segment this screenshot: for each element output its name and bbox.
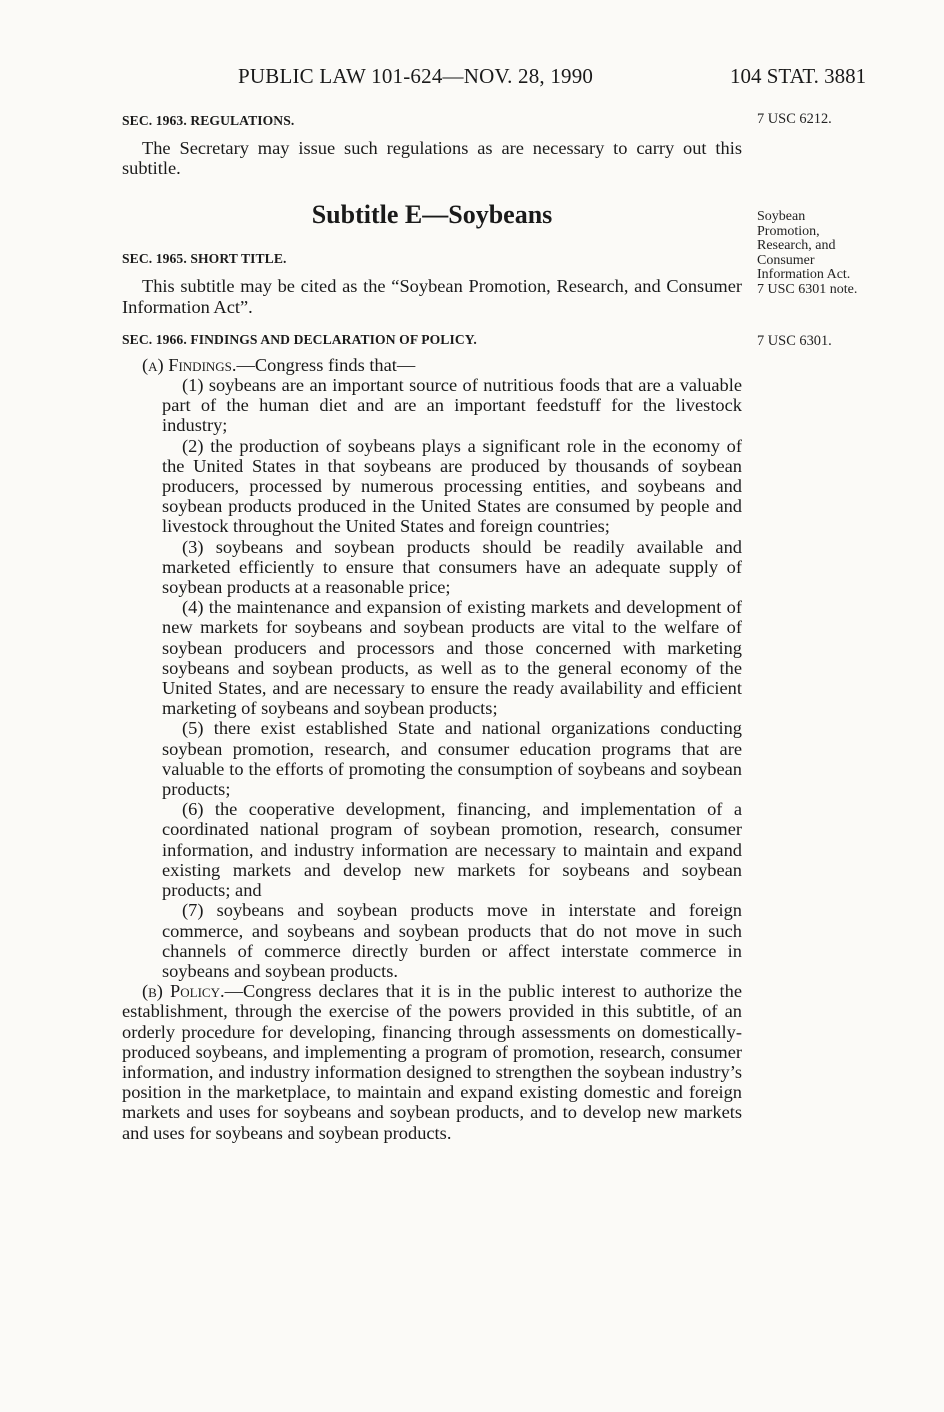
running-header-stat-page: 104 STAT. 3881 <box>730 64 867 88</box>
margin-note-sec1966: 7 USC 6301. <box>757 333 832 349</box>
policy-label: (b) Policy <box>142 981 220 1002</box>
margin-note-short-title: Soybean Promotion, Research, and Consumer Information Act. 7 USC 6301 note. <box>757 210 907 298</box>
finding-2: (2) the production of soybeans plays a significant role in the economy of the United States in that soybeans are produced by thousands of soybean producers, processed by numerous processing entities, and soybeans and soybean products produced in the United States are consumed by people and livestock throughout the United States and foreign countries; <box>162 435 742 537</box>
finding-1: (1) soybeans are an important source of nutritious foods that are a valuable part of the human diet and are an important feedstuff for the livestock industry; <box>162 375 742 436</box>
finding-4: (4) the maintenance and expansion of existing markets and development of new markets for soybeans and soybean products are vital to the welfare of soybean producers and processors and those concerned with marketing soybeans and soybean products, as well as to the general economy of the United States, and are necessary to ensure the ready availability and efficient marketing of soybeans and soybean products; <box>162 597 742 719</box>
finding-5: (5) there exist established State and national organizations conducting soybean promotion, research, and consumer education programs that are valuable to the efforts of promoting the consumption of soybeans and soybean products; <box>162 718 742 800</box>
policy-paragraph: (b) Policy.—Congress declares that it is in the public interest to authorize the establishment, through the exercise of the powers provided in this subtitle, of an orderly procedure for developing, financing through assessments on domestically-produced soybeans, and implementing a program of promotion, research, consumer information, and industry information designed to strengthen the soybean industry’s position in the marketplace, to maintain and expand existing domestic and foreign markets and uses for soybeans and soybean products, and to develop new markets and uses for soybeans and soybean products. <box>122 981 743 1143</box>
running-header-title: PUBLIC LAW 101-624—NOV. 28, 1990 <box>238 64 594 88</box>
subtitle-heading: Subtitle E—Soybeans <box>311 200 553 230</box>
findings-label: (a) Findings <box>142 354 232 375</box>
section-1965-text: This subtitle may be cited as the “Soybean Promotion, Research, and Consumer Information Act”. <box>122 276 742 317</box>
section-1963-text: The Secretary may issue such regulations as are necessary to carry out this subtitle. <box>122 138 742 179</box>
section-heading-1965: SEC. 1965. SHORT TITLE. <box>122 251 287 267</box>
findings-intro: (a) Findings.—Congress finds that— <box>142 354 416 375</box>
finding-3: (3) soybeans and soybean products should be readily available and marketed efficiently to ensure that consumers have an adequate supply of soybean products at a reasonable price; <box>162 536 742 598</box>
finding-7: (7) soybeans and soybean products move in interstate and foreign commerce, and soybeans and soybean products that do not move in such channels of commerce directly burden or affect interstate commerce in soybeans and soybean products. <box>162 900 742 981</box>
margin-note-sec1963: 7 USC 6212. <box>757 111 832 127</box>
document-body <box>122 112 742 1143</box>
finding-6: (6) the cooperative development, financing, and implementation of a coordinated national program of soybean promotion, research, consumer information, and industry information are necessary to maintain and expand existing markets and develop new markets for soybeans and soybean products; and <box>162 799 742 901</box>
section-heading-1966: SEC. 1966. FINDINGS AND DECLARATION OF POLICY. <box>122 331 477 347</box>
section-heading-1963: SEC. 1963. REGULATIONS. <box>122 113 295 128</box>
margin-note-sec1965: 7 USC 6301 note. <box>757 281 858 297</box>
